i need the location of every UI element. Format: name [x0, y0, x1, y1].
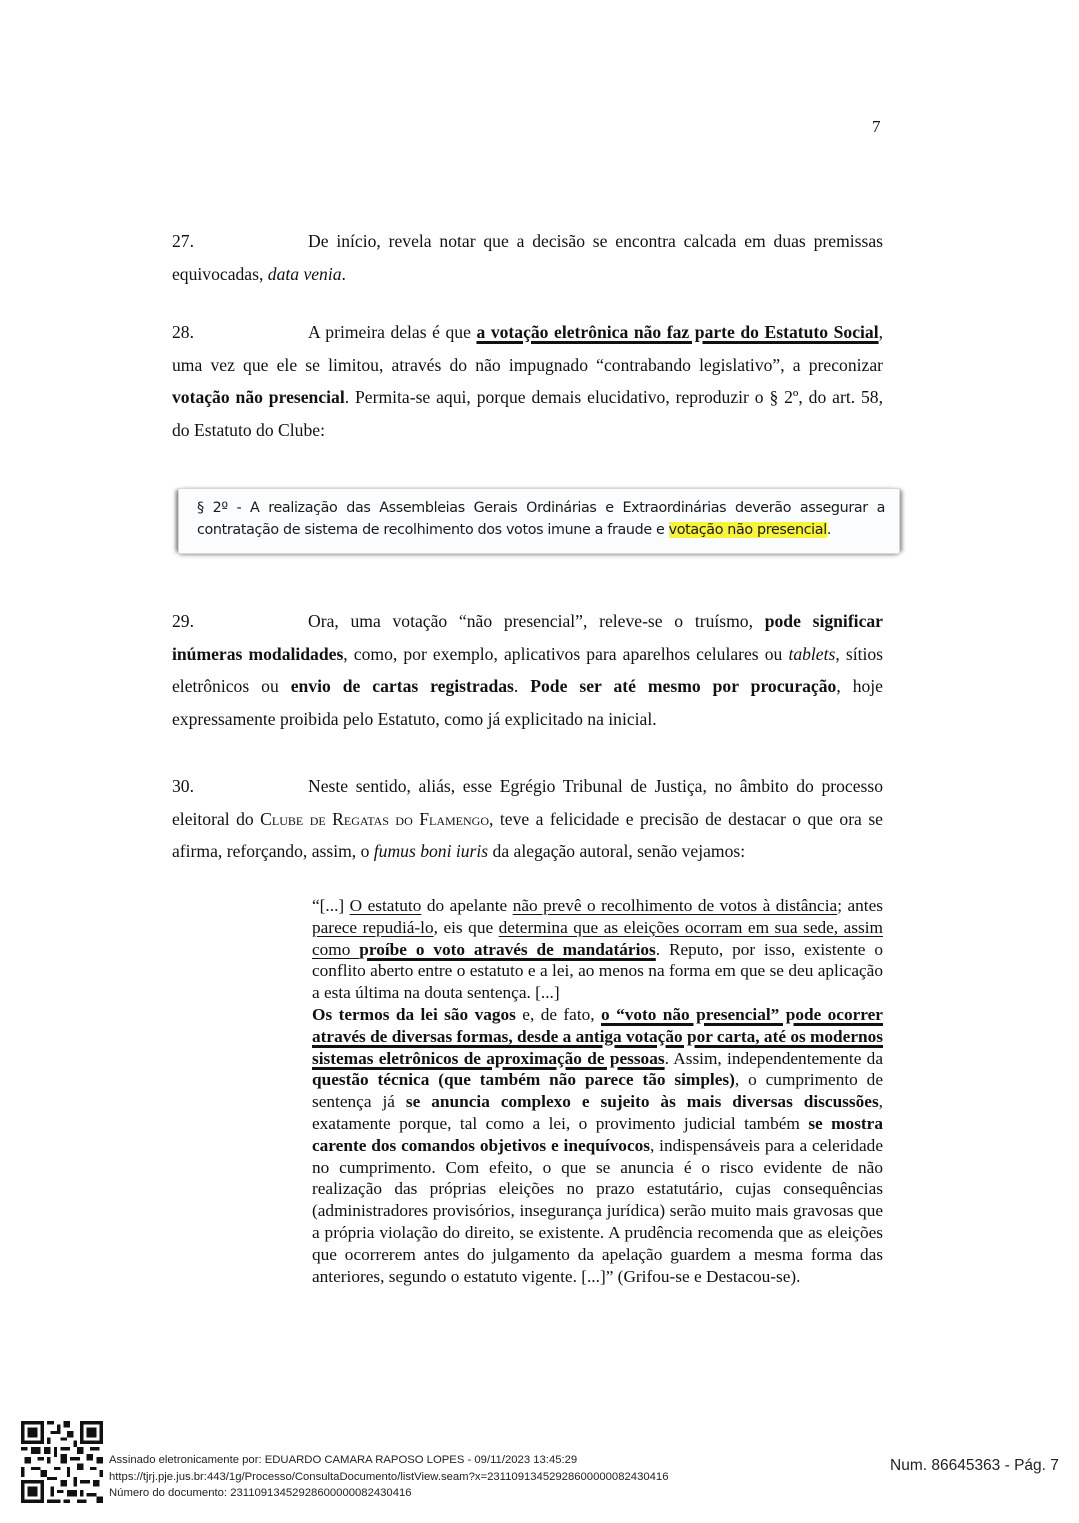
text-run: .: [341, 263, 346, 284]
statute-excerpt-image: [178, 488, 900, 554]
text-run: , exatamente porque, tal como a lei, o provimento judicial também: [312, 1092, 883, 1133]
text-run-b: Os termos da lei são vagos: [312, 1004, 516, 1024]
signature-info: [109, 1452, 668, 1502]
text-run-b: votação não presencial: [172, 387, 345, 408]
text-run-b: Pode ser até mesmo por procuração: [530, 676, 837, 697]
text-run: . Permita-se aqui, porque demais elucidativo, reproduzir o § 2º, do art. 58, do Estatuto do Clube:: [172, 387, 883, 441]
text-run: ; antes: [837, 896, 883, 915]
text-run-u: parece repudiá-lo: [312, 917, 434, 937]
text-run-b: se anuncia complexo e sujeito às mais diversas discussões: [405, 1092, 879, 1112]
text-run-i: fumus boni iuris: [373, 841, 489, 862]
paragraph-number: 28.: [172, 322, 194, 342]
text-run: , uma vez que ele se limitou, através do não impugnado “contrabando legislativo”, a preconizar: [172, 322, 883, 375]
text-run: Neste sentido, aliás, esse Egrégio Tribunal de Justiça, no âmbito do processo eleitoral do: [172, 776, 883, 829]
text-run: e, de fato,: [515, 1004, 602, 1024]
text-run-b: pode significar inúmeras modalidades: [172, 611, 883, 664]
statute-excerpt-text: [197, 500, 885, 538]
text-run-u: não prevê o recolhimento de votos à distância: [512, 896, 838, 915]
text-run: , hoje expressamente proibida pelo Estatuto, como já explicitado na inicial.: [172, 676, 883, 730]
paragraph-30: [172, 770, 883, 868]
text-run-i: tablets: [788, 643, 836, 664]
text-run-b: questão técnica (que também não parece tão simples): [312, 1070, 735, 1090]
document-url-link[interactable]: https://tjrj.pje.jus.br:443/1g/Processo/ConsultaDocumento/listView.seam?x=23110913452928600000082430416: [109, 1470, 669, 1483]
text-run: § 2º - A realização das Assembleias Gerais Ordinárias e Extraordinárias deverão assegurar a contratação de sistema de recolhimento dos votos imune a fraude e: [197, 500, 885, 538]
text-run: Ora, uma votação “não presencial”, releve-se o truísmo,: [308, 611, 765, 631]
text-run: .: [826, 522, 832, 538]
text-run: , indispensáveis para a celeridade no cumprimento. Com efeito, o que se anuncia é o risco evidente de não realização das próprias eleições no prazo estatutário, cujas consequências (administradores provisórios, insegurança jurídica) serão muito mais gravosas que a própria violação do direito, se existente. A prudência recomenda que as eleições que ocorrerem antes do julgamento da apelação guardem a mesma forma das anteriores, segundo o estatuto vigente. [...]” (Grifou-se e Destacou-se).: [312, 1135, 883, 1286]
paragraph-number: 29.: [172, 611, 194, 631]
text-run-b: envio de cartas registradas: [290, 676, 514, 697]
document-number-text: Número do documento: 23110913452928600000082430416: [109, 1487, 412, 1499]
signature-footer: [0, 1415, 1079, 1515]
text-run-bu: o “voto não presencial” pode ocorrer através de diversas formas, desde a antiga votação por carta, até os modernos sistemas eletrônicos de aproximação de pessoas: [312, 1004, 883, 1068]
court-decision-quote: [312, 895, 883, 1287]
page-number: 7: [872, 117, 881, 136]
text-run: “[...]: [312, 896, 350, 915]
paragraph-29: [172, 605, 883, 736]
paragraph-number: 30.: [172, 776, 194, 796]
text-run-sc: Clube de Regatas do Flamengo: [260, 808, 489, 829]
text-run: , o cumprimento de sentença já: [312, 1070, 883, 1112]
text-run: , sítios eletrônicos ou: [172, 643, 884, 697]
paragraph-number: 27.: [172, 231, 194, 251]
text-run-u: determina que as eleições ocorram em sua sede, assim como: [312, 917, 884, 959]
text-run: A primeira delas é que: [308, 322, 477, 342]
qr-code-icon[interactable]: [21, 1421, 103, 1503]
text-run: , eis que: [433, 917, 499, 937]
text-run: .: [513, 676, 531, 697]
text-run-bu: a votação eletrônica não faz parte do Estatuto Social: [476, 322, 879, 342]
text-run-u: O estatuto: [349, 896, 422, 915]
paragraph-28: [172, 316, 883, 447]
text-run-hl: votação não presencial: [668, 522, 827, 538]
signed-by-text: Assinado eletronicamente por: EDUARDO CAMARA RAPOSO LOPES - 09/11/2023 13:45:29: [109, 1454, 578, 1466]
quote-text: [312, 896, 883, 1286]
text-run-i: data venia: [267, 263, 342, 284]
paragraph-27: [172, 225, 883, 290]
text-run: . Reputo, por isso, existente o conflito aberto entre o estatuto e a lei, ao menos na forma em que se deu aplicação a esta última na douta sentença. [...]: [312, 939, 883, 1003]
text-run: , teve a felicidade e precisão de destacar o que ora se afirma, reforçando, assim, o: [172, 808, 883, 862]
text-run-bu: proíbe o voto através de mandatários: [359, 939, 656, 959]
text-run-b: se mostra carente dos comandos objetivos e inequívocos: [312, 1113, 883, 1155]
text-run: da alegação autoral, senão vejamos:: [488, 841, 746, 862]
text-run: . Assim, independentemente da: [664, 1048, 883, 1068]
text-run: , como, por exemplo, aplicativos para aparelhos celulares ou: [343, 643, 789, 664]
num-page-label: Num. 86645363 - Pág. 7: [890, 1457, 1059, 1474]
text-run: do apelante: [421, 896, 513, 915]
text-run: De início, revela notar que a decisão se encontra calcada em duas premissas equivocadas,: [172, 231, 883, 284]
